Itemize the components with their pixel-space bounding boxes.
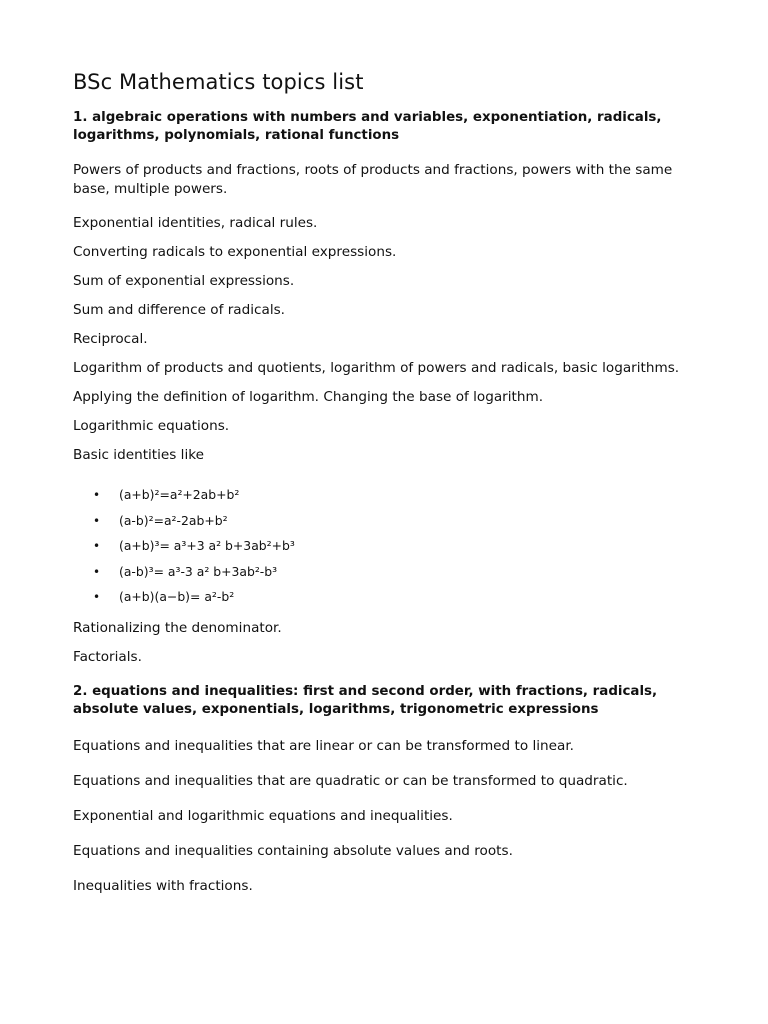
paragraph: Basic identities like bbox=[73, 447, 204, 463]
paragraph: Inequalities with fractions. bbox=[73, 878, 253, 894]
paragraph: Sum of exponential expressions. bbox=[73, 273, 295, 289]
paragraph: Rationalizing the denominator. bbox=[73, 620, 282, 636]
page-title: BSc Mathematics topics list bbox=[73, 70, 364, 94]
list-item bbox=[73, 513, 708, 529]
bullet-icon: • bbox=[93, 513, 101, 528]
section-equations-inequalities bbox=[73, 683, 708, 896]
paragraph: Equations and inequalities containing absolute values and roots. bbox=[73, 843, 513, 859]
bullet-icon: • bbox=[93, 488, 101, 502]
section-heading: 1. algebraic operations with numbers and variables, exponentiation, radicals, logarithms, polynomials, rational functions bbox=[73, 110, 662, 143]
identity-text: (a-b)³= a³-3 a² b+3ab²-b³ bbox=[119, 563, 278, 579]
list-item bbox=[73, 589, 708, 605]
paragraph: Equations and inequalities that are linear or can be transformed to linear. bbox=[73, 738, 574, 754]
bullet-icon: • bbox=[93, 564, 101, 579]
identity-text: (a-b)²=a²-2ab+b² bbox=[119, 512, 228, 528]
paragraph: Logarithm of products and quotients, logarithm of powers and radicals, basic logarithms. bbox=[73, 360, 680, 376]
identity-text: (a+b)²=a²+2ab+b² bbox=[119, 487, 240, 502]
paragraph: Logarithmic equations. bbox=[73, 418, 230, 434]
identities-list bbox=[73, 487, 708, 605]
paragraph: Exponential identities, radical rules. bbox=[73, 215, 318, 231]
bullet-icon: • bbox=[93, 590, 101, 604]
list-item bbox=[73, 538, 708, 554]
paragraph: Sum and difference of radicals. bbox=[73, 302, 285, 318]
paragraph: Equations and inequalities that are quadratic or can be transformed to quadratic. bbox=[73, 773, 628, 789]
bullet-icon: • bbox=[93, 539, 101, 553]
section-algebraic-operations bbox=[73, 109, 708, 667]
paragraph: Applying the definition of logarithm. Changing the base of logarithm. bbox=[73, 389, 544, 405]
paragraph: Factorials. bbox=[73, 649, 142, 665]
paragraph: Converting radicals to exponential expressions. bbox=[73, 244, 397, 260]
paragraph: Powers of products and fractions, roots of products and fractions, powers with the same base, multiple powers. bbox=[73, 162, 673, 197]
list-item bbox=[73, 564, 708, 580]
paragraph: Exponential and logarithmic equations and inequalities. bbox=[73, 808, 453, 824]
paragraph: Reciprocal. bbox=[73, 331, 148, 347]
identity-text: (a+b)(a−b)= a²-b² bbox=[119, 589, 235, 604]
section-heading: 2. equations and inequalities: first and second order, with fractions, radicals, absolute values, exponentials, logarithms, trigonometric expressions bbox=[73, 684, 658, 717]
identity-text: (a+b)³= a³+3 a² b+3ab²+b³ bbox=[119, 538, 295, 553]
list-item bbox=[73, 487, 708, 503]
